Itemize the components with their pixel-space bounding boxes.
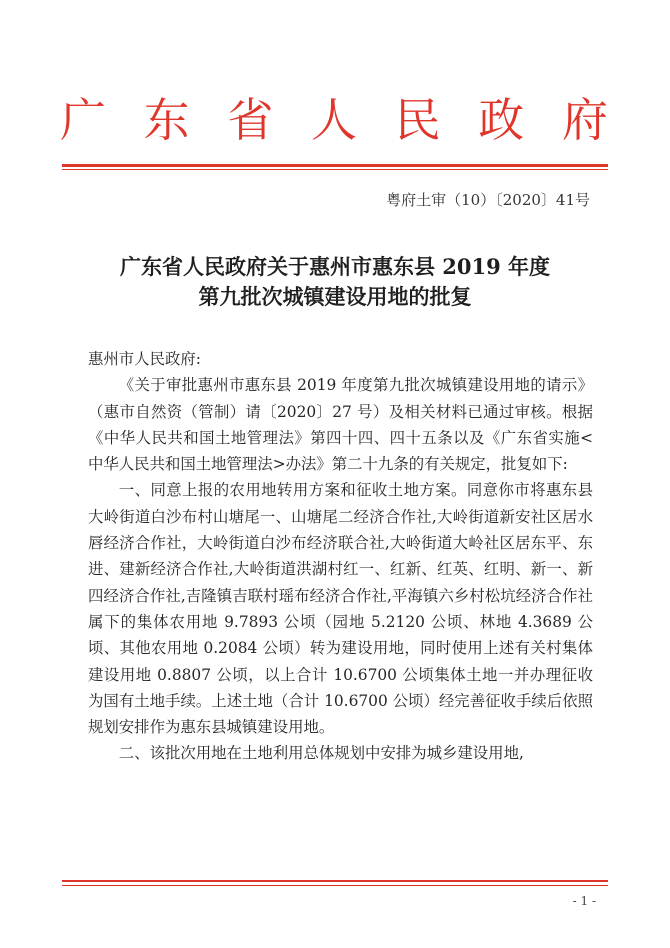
body-paragraph: 二、该批次用地在土地利用总体规划中安排为城乡建设用地, [118, 744, 524, 763]
document-title [60, 252, 610, 312]
header-char: 民 [394, 93, 441, 147]
header-char: 政 [478, 93, 525, 147]
issuer-header [60, 90, 608, 150]
footer-divider-thin [62, 885, 608, 886]
header-char: 省 [227, 93, 274, 147]
header-divider [62, 164, 608, 167]
header-char: 人 [310, 93, 357, 147]
page-number: - 1 - [572, 894, 596, 908]
body-paragraph: 一、同意上报的农用地转用方案和征收土地方案。同意你市将惠东县大岭街道白沙布村山塘尾一、山塘尾二经济合作社,大岭街道新安社区居水唇经济合作社，大岭街道白沙布经济联合社,大岭街道大岭社区居东平、东进、建新经济合作社,大岭街道洪湖村红一、红新、红英、红明、新一、新四经济合作社,吉隆镇吉联村瑶布经济合作社,平海镇六乡村松坑经济合作社属下的集体农用地 9.7893 公顷（园地 5.2120 公顷、林地 4.3689 公顷、其他农用地 0.2084 公顷）转为建设用地，同时使用上述有关村集体建设用地 0.8807 公顷，以上合计 10.6700 公顷集体土地一并办理征收为国有土地手续。上述土地（合计 10.6700 公顷）经完善征收手续后依照规划安排作为惠东县城镇建设用地。 [88, 481, 593, 737]
document-body [88, 346, 593, 767]
header-divider-thin [62, 169, 608, 170]
document-number: 粤府土审（10）〔2020〕41号 [386, 191, 590, 209]
salutation: 惠州市人民政府: [88, 350, 201, 368]
header-char: 广 [60, 93, 106, 147]
document-title-line: 第九批次城镇建设用地的批复 [198, 284, 472, 309]
document-title-line: 广东省人民政府关于惠州市惠东县 2019 年度 [119, 254, 551, 279]
body-paragraph: 《关于审批惠州市惠东县 2019 年度第九批次城镇建设用地的请示》（惠市自然资（管制）请〔2020〕27 号）及相关材料已通过审核。根据《中华人民共和国土地管理法》第四十四、四十五条以及《广东省实施<中华人民共和国土地管理法>办法》第二十九条的有关规定，批复如下: [88, 376, 593, 474]
footer-divider [62, 880, 608, 882]
header-char: 府 [561, 93, 608, 147]
header-char: 东 [143, 93, 190, 147]
